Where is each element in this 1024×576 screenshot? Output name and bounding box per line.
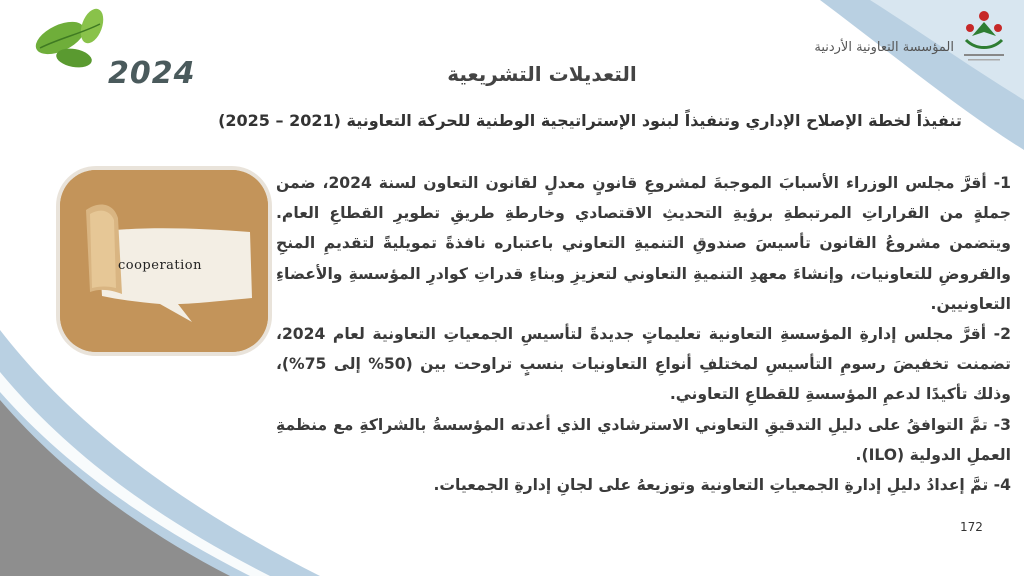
cooperation-image <box>60 170 268 352</box>
paragraph-4: 4- تمَّ إعدادُ دليلِ إدارةِ الجمعياتِ التعاونية وتوزيعهُ على لجانِ إدارةِ الجمعيات. <box>433 476 1011 495</box>
paragraph-3: 3- تمَّ التوافقُ على دليلِ التدقيقِ التعاوني الاسترشادي الذي أعدته المؤسسةُ بالشراكةِ مع منظمةِ العملِ الدولية (ILO). <box>276 415 1011 464</box>
body-text <box>276 168 1011 500</box>
subtitle: تنفيذاً لخطة الإصلاح الإداري وتنفيذاً لبنود الإستراتيجية الوطنية للحركة التعاونية (2021 – 2025) <box>218 111 962 130</box>
paragraph-1: 1- أقرَّ مجلس الوزراء الأسبابَ الموجبةَ لمشروعِ قانونٍ معدلٍ لقانون التعاون لسنة 2024، ضمن جملةٍ من القراراتِ المرتبطةِ برؤيةِ التحديثِ الاقتصادي وخارطةِ طريقِ تطويرِ القطاعِ العام. ويتضمن مشروعُ القانون تأسيسَ صندوقِ التنميةِ التعاوني باعتباره نافذةً تمويليةً لتقديمِ المنحِ والقروضِ للتعاونيات، وإنشاءَ معهدِ التنميةِ التعاوني لتعزيزِ وبناءِ قدراتِ كوادرِ المؤسسةِ والأعضاءِ التعاونيين. <box>276 174 1011 313</box>
year-label: 2024 <box>108 56 196 91</box>
paragraph-2: 2- أقرَّ مجلس إدارةِ المؤسسةِ التعاونية تعليماتٍ جديدةً لتأسيسِ الجمعياتِ التعاونية لعام 2024، تضمنت تخفيضَ رسومِ التأسيسِ لمختلفِ أنواعِ التعاونيات بنسبٍ تراوحت بين (50% إلى 75%)، وذلك تأكيدًا لدعمِ المؤسسةِ للقطاعِ التعاوني. <box>276 325 1011 404</box>
page-number: 172 <box>960 520 983 534</box>
jordan-cooperative-logo <box>958 6 1010 64</box>
page-title: التعديلات التشريعية <box>447 62 637 86</box>
cooperation-word: cooperation <box>118 258 202 273</box>
organization-name: المؤسسة التعاونية الأردنية <box>814 40 954 55</box>
